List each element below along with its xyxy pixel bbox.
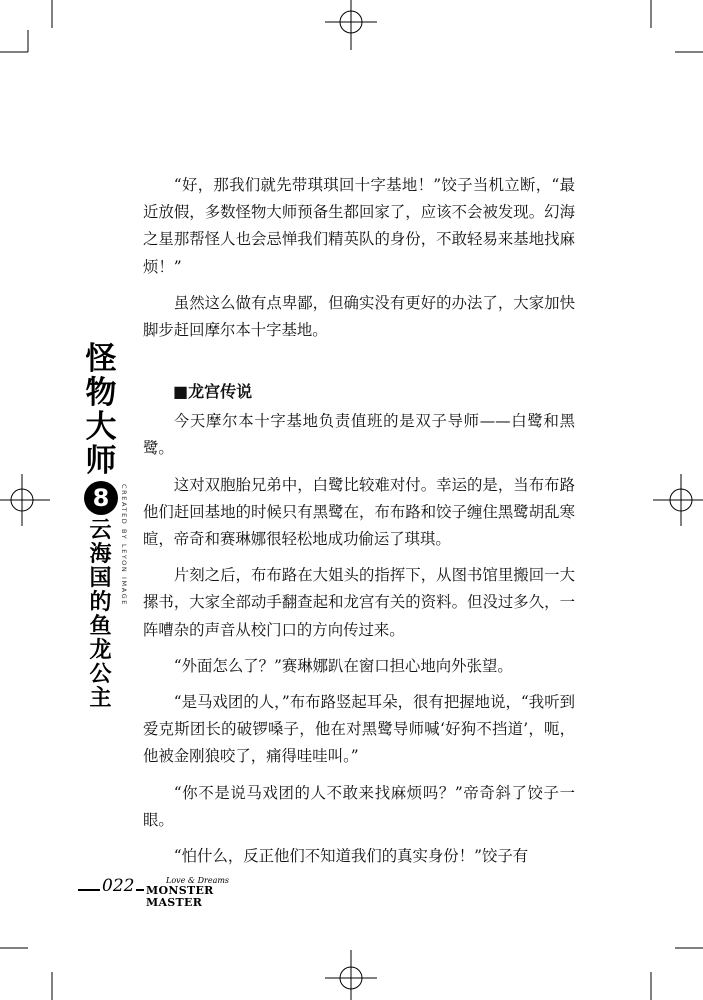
registration-target-right [653,474,703,526]
page-footer [78,876,268,909]
side-title [78,342,124,711]
page-number: 022 [102,876,135,896]
brand-logo [144,876,268,909]
paragraph: “好，那我们就先带琪琪回十字基地！”饺子当机立断，“最近放假，多数怪物大师预备生都回家了，应该不会被发现。幻海之星那帮怪人也会忌惮我们精英队的身份，不敢轻易来基地找麻烦！” [143,176,575,276]
paragraph: 这对双胞胎兄弟中，白鹭比较难对付。幸运的是，当布布路他们赶回基地的时候只有黑鹭在，布布路和饺子缠住黑鹭胡乱寒暄，帝奇和赛琳娜很轻松地成功偷运了琪琪。 [143,475,575,549]
paragraph: “你不是说马戏团的人不敢来找麻烦吗？”帝奇斜了饺子一眼。 [143,783,575,829]
paragraph: 虽然这么做有点卑鄙，但确实没有更好的办法了，大家加快脚步赶回摩尔本十字基地。 [143,293,575,340]
paragraph: “是马戏团的人，”布布路竖起耳朵，很有把握地说，“我听到爱克斯团长的破锣嗓子，他在对黑鹭导师喊‘好狗不挡道’，呃，他被金刚狼咬了，痛得哇哇叫。” [143,693,575,766]
brand-tagline: Love & Dreams [166,876,230,885]
body-text [143,172,575,870]
paragraph: 今天摩尔本十字基地负责值班的是双子导师——白鹭和黑鹭。 [143,412,575,458]
paragraph: 片刻之后，布布路在大姐头的指挥下，从图书馆里搬回一大摞书，大家全部动手翻查起和龙宫有关的资料。但没过多久，一阵嘈杂的声音从校门口的方向传过来。 [143,566,575,639]
registration-target-left [0,474,50,526]
section-heading: ■龙宫传说 [173,382,253,402]
paragraph: “外面怎么了？”赛琳娜趴在窗口担心地向外张望。 [173,656,513,675]
volume-title: 云 海 国 的 鱼 龙 公 主 [89,518,113,711]
registration-target-bottom [325,950,377,1000]
brand-name: MONSTER MASTER [146,884,214,909]
series-title: 怪 物 大 师 [85,341,117,479]
credit-line: CREATED BY LEYON IMAGE [120,484,128,606]
paragraph: “怕什么，反正他们不知道我们的真实身份！”饺子有 [173,847,529,866]
volume-badge: 8 [84,481,118,515]
registration-target-top [325,0,377,50]
